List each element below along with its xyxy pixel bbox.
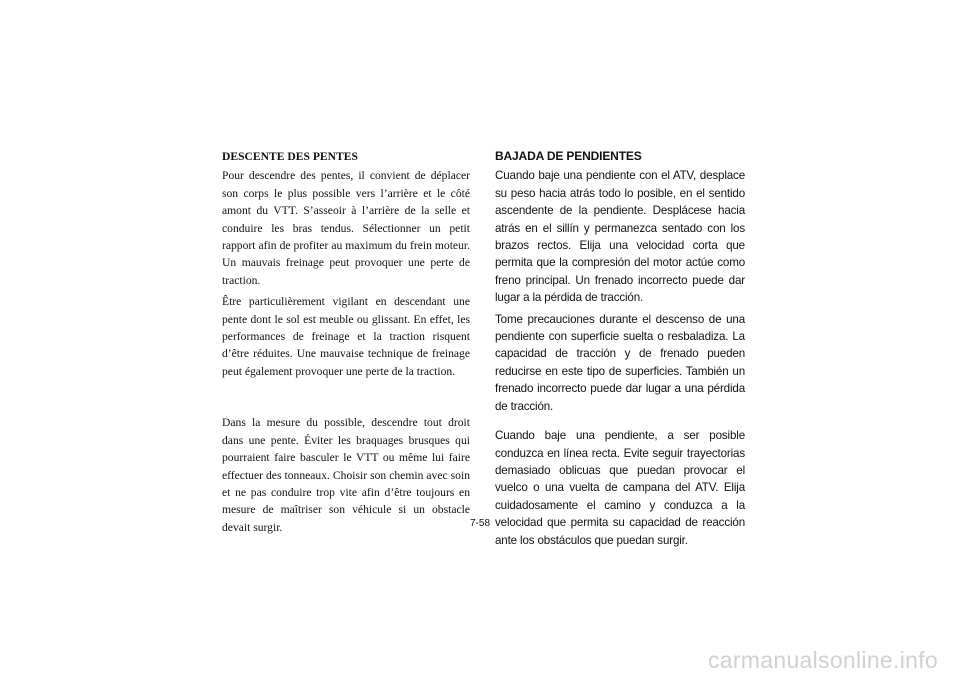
spanish-heading: BAJADA DE PENDIENTES <box>495 149 642 163</box>
spanish-paragraph-2: Tome precauciones durante el descenso de una pendiente con superficie suelta o resbaladiza. La capacidad de tracción y de frenado pueden reducirse en este tipo de superficies. También un frenado incorrecto puede dar lugar a una pérdida de tracción. <box>495 312 745 413</box>
spanish-spacer <box>495 419 745 427</box>
spanish-paragraph-1: Cuando baje una pendiente con el ATV, desplace su peso hacia atrás todo lo posible, en el sentido ascendente de la pendiente. Desplácese hacia atrás en el sillín y permanezca sentado con los brazos rectos. Elija una velocidad corta que permita que la compresión del motor actúe como freno principal. Un frenado incorrecto puede dar lugar a la pérdida de tracción. <box>495 169 745 305</box>
spanish-paragraph-3: Cuando baje una pendiente, a ser posible conduzca en línea recta. Evite seguir trayectorias demasiado oblicuas que puedan provocar el vuelco o una vuelta de campana del ATV. Elija cuidadosamente el camino y conduzca a la velocidad que permita su capacidad de reacción ante los obstáculos que puedan surgir. <box>495 429 745 547</box>
french-heading: DESCENTE DES PENTES <box>222 150 358 163</box>
french-spacer <box>222 384 470 414</box>
french-paragraph-3: Dans la mesure du possible, descendre tout droit dans une pente. Éviter les braquages brusques qui pourraient faire basculer le VTT ou même lui faire effectuer des tonneaux. Choisir son chemin avec soin et ne pas conduire trop vite afin d’être toujours en mesure de maîtriser son véhicule si un obstacle devait surgir. <box>222 416 470 534</box>
watermark: carmanualsonline.info <box>707 647 938 673</box>
french-paragraph-1: Pour descendre des pentes, il convient de déplacer son corps le plus possible vers l’arrière et le côté amont du VTT. S’asseoir à l’arrière de la selle et conduire les bras tendus. Sélectionner un petit rapport afin de profiter au maximum du frein moteur. Un mauvais freinage peut provoquer une perte de traction. <box>222 169 470 287</box>
french-column <box>222 148 470 540</box>
page-number: 7-58 <box>469 518 490 529</box>
french-paragraph-2: Être particulièrement vigilant en descendant une pente dont le sol est meuble ou glissant. En effet, les performances de freinage et la traction risquent d’être réduites. Une mauvaise technique de freinage peut également provoquer une perte de la traction. <box>222 295 470 378</box>
spanish-column <box>495 148 745 553</box>
